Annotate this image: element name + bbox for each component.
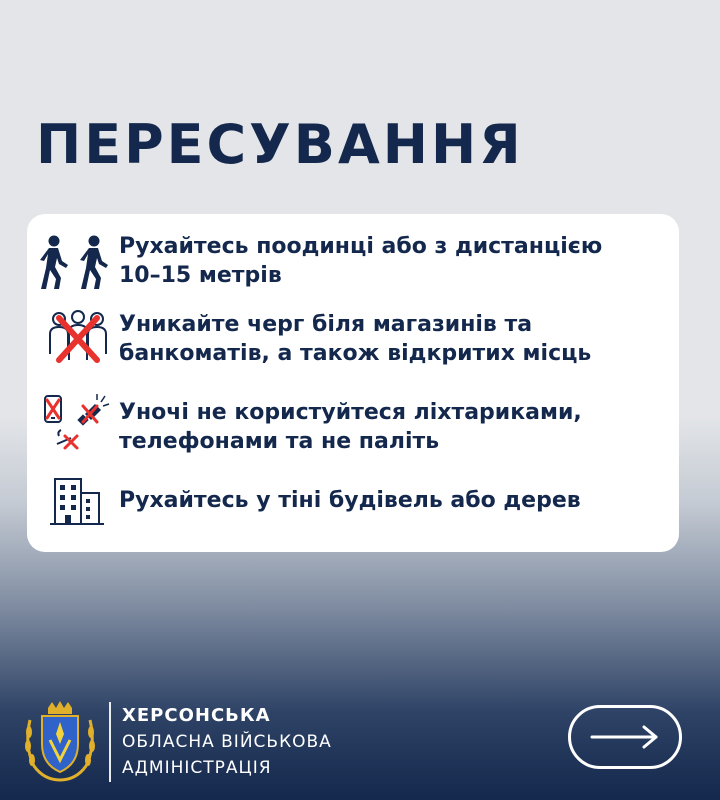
next-button[interactable]	[568, 705, 682, 769]
org-name	[122, 703, 332, 781]
page-title: ПЕРЕСУВАННЯ	[36, 113, 524, 176]
item-text: Рухайтесь поодинці або з дистанцією 10–15 метрів	[119, 234, 603, 288]
no-phone-flashlight-smoking-icon	[41, 392, 121, 462]
org-name-line1: ХЕРСОНСЬКА	[122, 705, 271, 726]
no-crowd-icon	[47, 310, 109, 370]
building-icon	[49, 476, 105, 528]
org-name-line2: ОБЛАСНА ВІЙСЬКОВА	[122, 732, 332, 752]
list-item	[27, 310, 679, 370]
instructions-card	[27, 214, 679, 552]
org-name-line3: АДМІНІСТРАЦІЯ	[122, 758, 272, 778]
kherson-coat-of-arms-icon	[22, 700, 98, 782]
item-text: Уночі не користуйтеся ліхтариками, телефонами та не паліть	[119, 400, 582, 454]
list-item	[27, 392, 679, 462]
walking-people-icon	[37, 234, 111, 290]
list-item	[27, 476, 679, 528]
arrow-right-icon	[590, 725, 660, 749]
item-text: Уникайте черг біля магазинів та банкоматів, а також відкритих місць	[119, 312, 592, 366]
list-item	[27, 232, 679, 292]
footer-divider	[109, 702, 111, 782]
item-text: Рухайтесь у тіні будівель або дерев	[119, 488, 581, 513]
